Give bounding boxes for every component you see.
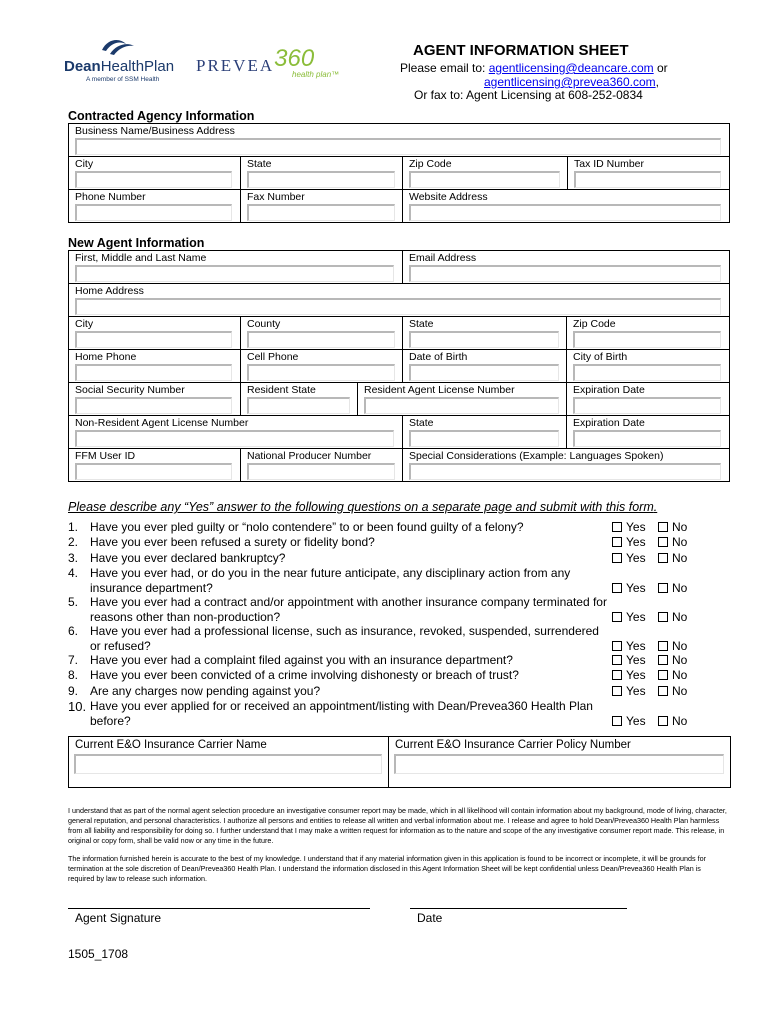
yes-option[interactable]: Yes bbox=[612, 551, 654, 566]
yes-option[interactable]: Yes bbox=[612, 653, 654, 668]
agency-state-label: State bbox=[247, 158, 272, 170]
ffm-user-id-label: FFM User ID bbox=[75, 450, 136, 462]
no-checkbox[interactable] bbox=[658, 670, 668, 680]
yes-option[interactable]: Yes bbox=[612, 668, 654, 683]
agency-zip-field[interactable] bbox=[409, 171, 560, 188]
home-address-field[interactable] bbox=[75, 298, 721, 315]
question-number: 9. bbox=[68, 684, 79, 698]
question-number: 5. bbox=[68, 595, 79, 609]
nonresident-expiration-field[interactable] bbox=[573, 430, 721, 447]
special-considerations-label: Special Considerations (Example: Languages Spoken) bbox=[409, 450, 664, 462]
agent-state-field[interactable] bbox=[409, 331, 559, 348]
yes-option[interactable]: Yes bbox=[612, 639, 654, 654]
no-option[interactable]: No bbox=[658, 714, 700, 729]
no-checkbox[interactable] bbox=[658, 583, 668, 593]
county-label: County bbox=[247, 318, 281, 330]
question-number: 2. bbox=[68, 535, 79, 549]
agent-zip-field[interactable] bbox=[573, 331, 721, 348]
ffm-user-id-field[interactable] bbox=[75, 463, 232, 480]
eo-insurance-table bbox=[68, 736, 731, 788]
nonresident-expiration-label: Expiration Date bbox=[573, 417, 645, 429]
no-option[interactable]: No bbox=[658, 535, 700, 550]
special-considerations-field[interactable] bbox=[409, 463, 721, 480]
question-text: Have you ever had a professional license, such as insurance, revoked, suspended, surrendered or refused? bbox=[90, 624, 599, 653]
nonresident-license-label: Non-Resident Agent License Number bbox=[75, 417, 249, 429]
agency-fax-label: Fax Number bbox=[247, 191, 305, 203]
no-option[interactable]: No bbox=[658, 668, 700, 683]
eo-policy-field[interactable] bbox=[394, 754, 724, 774]
accuracy-statement: The information furnished herein is accurate to the best of my knowledge. I understand that if any material information given in this application is found to be incorrect or incomplete, it will be grounds for termination at the sole discretion of Dean/Prevea360 Health Plan. I understand the information disclosed in this Agent Information Sheet will be kept confidential unless Dean/Prevea360 Health Plan is required by law to release such information. bbox=[68, 854, 707, 883]
agent-state-label: State bbox=[409, 318, 434, 330]
email-instructions: Please email to: agentlicensing@deancare.com or bbox=[400, 61, 668, 75]
question-text: Have you ever been convicted of a crime involving dishonesty or breach of trust? bbox=[90, 668, 519, 682]
no-checkbox[interactable] bbox=[658, 641, 668, 651]
agency-info-table bbox=[68, 123, 730, 223]
npn-label: National Producer Number bbox=[247, 450, 372, 462]
email-link-prevea360[interactable]: agentlicensing@prevea360.com bbox=[484, 75, 656, 89]
agency-city-field[interactable] bbox=[75, 171, 232, 188]
yes-no-options bbox=[612, 581, 700, 596]
question-number: 7. bbox=[68, 653, 79, 667]
agency-zip-label: Zip Code bbox=[409, 158, 452, 170]
prevea360-logo: PREVEA360 health plan™ bbox=[196, 45, 340, 79]
website-label: Website Address bbox=[409, 191, 488, 203]
home-phone-field[interactable] bbox=[75, 364, 232, 381]
agent-zip-label: Zip Code bbox=[573, 318, 616, 330]
yes-no-options bbox=[612, 684, 700, 699]
yes-option[interactable]: Yes bbox=[612, 535, 654, 550]
no-checkbox[interactable] bbox=[658, 686, 668, 696]
yes-option[interactable]: Yes bbox=[612, 520, 654, 535]
eo-carrier-field[interactable] bbox=[74, 754, 382, 774]
yes-checkbox[interactable] bbox=[612, 553, 622, 563]
county-field[interactable] bbox=[247, 331, 395, 348]
dean-swoosh-icon bbox=[98, 36, 138, 58]
agent-info-table bbox=[68, 250, 730, 482]
name-field[interactable] bbox=[75, 265, 394, 282]
question-text: Have you ever had a complaint filed against you with an insurance department? bbox=[90, 653, 513, 667]
cell-phone-field[interactable] bbox=[247, 364, 395, 381]
no-checkbox[interactable] bbox=[658, 537, 668, 547]
question-text: Have you ever had, or do you in the near future anticipate, any disciplinary action from any insurance department? bbox=[90, 566, 571, 595]
dean-logo-subtitle: A member of SSM Health bbox=[86, 76, 160, 83]
yes-option[interactable]: Yes bbox=[612, 610, 654, 625]
email-line-2: agentlicensing@prevea360.com, bbox=[484, 75, 659, 89]
nonresident-state-label: State bbox=[409, 417, 434, 429]
resident-state-field[interactable] bbox=[247, 397, 350, 414]
dob-label: Date of Birth bbox=[409, 351, 468, 363]
question-text: Have you ever applied for or received an appointment/listing with Dean/Prevea360 Health Plan before? bbox=[90, 699, 593, 728]
no-checkbox[interactable] bbox=[658, 716, 668, 726]
question-text: Have you ever pled guilty or “nolo contendere” to or been found guilty of a felony? bbox=[90, 520, 524, 534]
city-of-birth-field[interactable] bbox=[573, 364, 721, 381]
question-number: 10. bbox=[68, 699, 87, 714]
yes-checkbox[interactable] bbox=[612, 583, 622, 593]
yes-checkbox[interactable] bbox=[612, 686, 622, 696]
yes-checkbox[interactable] bbox=[612, 716, 622, 726]
no-option[interactable]: No bbox=[658, 581, 700, 596]
yes-option[interactable]: Yes bbox=[612, 714, 654, 729]
date-label: Date bbox=[417, 911, 443, 925]
no-option[interactable]: No bbox=[658, 639, 700, 654]
page-title: AGENT INFORMATION SHEET bbox=[413, 42, 629, 59]
resident-expiration-field[interactable] bbox=[573, 397, 721, 414]
question-number: 3. bbox=[68, 551, 79, 565]
fax-instructions: Or fax to: Agent Licensing at 608-252-0834 bbox=[414, 88, 643, 102]
yes-no-options bbox=[612, 653, 700, 668]
agency-phone-field[interactable] bbox=[75, 204, 232, 221]
resident-license-field[interactable] bbox=[364, 397, 559, 414]
consumer-report-authorization: I understand that as part of the normal agent selection procedure an investigative consumer report may be made, which in all likelihood will contain information about my background, mode of living, character, general reputation, and personal characteristics. I authorize all persons and entities to release all written and verbal information about me. I release and agree to hold Dean/Prevea360 Health Plan harmless from all liability and responsibility for doing so. I further understand that I may make a written request for information as to the nature and scope of the any investigative consumer report made. This release, in original or copy form, shall be valid now or any time in the future. bbox=[68, 806, 727, 845]
yes-no-options bbox=[612, 520, 700, 535]
date-line[interactable] bbox=[410, 908, 627, 909]
question-text: Have you ever been refused a surety or fidelity bond? bbox=[90, 535, 375, 549]
website-field[interactable] bbox=[409, 204, 721, 221]
cell-phone-label: Cell Phone bbox=[247, 351, 299, 363]
yes-option[interactable]: Yes bbox=[612, 684, 654, 699]
yes-no-options bbox=[612, 610, 700, 625]
resident-state-label: Resident State bbox=[247, 384, 316, 396]
tax-id-field[interactable] bbox=[574, 171, 721, 188]
resident-expiration-label: Expiration Date bbox=[573, 384, 645, 396]
no-checkbox[interactable] bbox=[658, 655, 668, 665]
question-number: 4. bbox=[68, 566, 79, 580]
ssn-field[interactable] bbox=[75, 397, 232, 414]
business-name-field[interactable] bbox=[75, 138, 721, 155]
question-number: 8. bbox=[68, 668, 79, 682]
resident-license-label: Resident Agent License Number bbox=[364, 384, 515, 396]
form-code: 1505_1708 bbox=[68, 947, 129, 961]
email-link-deancare[interactable]: agentlicensing@deancare.com bbox=[488, 61, 654, 75]
signature-line[interactable] bbox=[68, 908, 370, 909]
yes-checkbox[interactable] bbox=[612, 641, 622, 651]
eo-carrier-label: Current E&O Insurance Carrier Name bbox=[75, 739, 267, 751]
ssn-label: Social Security Number bbox=[75, 384, 185, 396]
no-option[interactable]: No bbox=[658, 684, 700, 699]
question-number: 6. bbox=[68, 624, 79, 638]
yes-no-options bbox=[612, 668, 700, 683]
dean-logo-text: DeanHealthPlan bbox=[64, 58, 175, 75]
home-phone-label: Home Phone bbox=[75, 351, 137, 363]
question-number: 1. bbox=[68, 520, 79, 534]
yes-checkbox[interactable] bbox=[612, 655, 622, 665]
yes-no-options bbox=[612, 639, 700, 654]
name-label: First, Middle and Last Name bbox=[75, 252, 207, 264]
agency-state-field[interactable] bbox=[247, 171, 395, 188]
yes-no-options bbox=[612, 551, 700, 566]
agent-city-field[interactable] bbox=[75, 331, 232, 348]
question-text: Have you ever declared bankruptcy? bbox=[90, 551, 286, 565]
agent-section-title: New Agent Information bbox=[68, 236, 205, 250]
email-label: Email Address bbox=[409, 252, 477, 264]
no-checkbox[interactable] bbox=[658, 612, 668, 622]
eo-policy-label: Current E&O Insurance Carrier Policy Number bbox=[395, 739, 631, 751]
no-option[interactable]: No bbox=[658, 520, 700, 535]
no-checkbox[interactable] bbox=[658, 553, 668, 563]
question-text: Have you ever had a contract and/or appointment with another insurance company terminated for reasons other than non-production? bbox=[90, 595, 607, 624]
no-option[interactable]: No bbox=[658, 653, 700, 668]
npn-field[interactable] bbox=[247, 463, 395, 480]
home-address-label: Home Address bbox=[75, 285, 144, 297]
yes-option[interactable]: Yes bbox=[612, 581, 654, 596]
yes-no-options bbox=[612, 714, 700, 729]
agency-section-title: Contracted Agency Information bbox=[68, 109, 255, 123]
yes-checkbox[interactable] bbox=[612, 522, 622, 532]
yes-checkbox[interactable] bbox=[612, 612, 622, 622]
agency-city-label: City bbox=[75, 158, 94, 170]
no-option[interactable]: No bbox=[658, 610, 700, 625]
agency-phone-label: Phone Number bbox=[75, 191, 146, 203]
tax-id-label: Tax ID Number bbox=[574, 158, 645, 170]
nonresident-license-field[interactable] bbox=[75, 430, 394, 447]
agent-signature-label: Agent Signature bbox=[75, 911, 162, 925]
yes-checkbox[interactable] bbox=[612, 670, 622, 680]
no-option[interactable]: No bbox=[658, 551, 700, 566]
agent-city-label: City bbox=[75, 318, 94, 330]
question-text: Are any charges now pending against you? bbox=[90, 684, 321, 698]
agency-fax-field[interactable] bbox=[247, 204, 395, 221]
nonresident-state-field[interactable] bbox=[409, 430, 559, 447]
dob-field[interactable] bbox=[409, 364, 559, 381]
city-of-birth-label: City of Birth bbox=[573, 351, 628, 363]
email-field[interactable] bbox=[409, 265, 721, 282]
business-label: Business Name/Business Address bbox=[75, 125, 235, 137]
yes-checkbox[interactable] bbox=[612, 537, 622, 547]
yes-no-options bbox=[612, 535, 700, 550]
no-checkbox[interactable] bbox=[658, 522, 668, 532]
questions-instruction: Please describe any “Yes” answer to the following questions on a separate page and submit with this form. bbox=[68, 500, 658, 514]
